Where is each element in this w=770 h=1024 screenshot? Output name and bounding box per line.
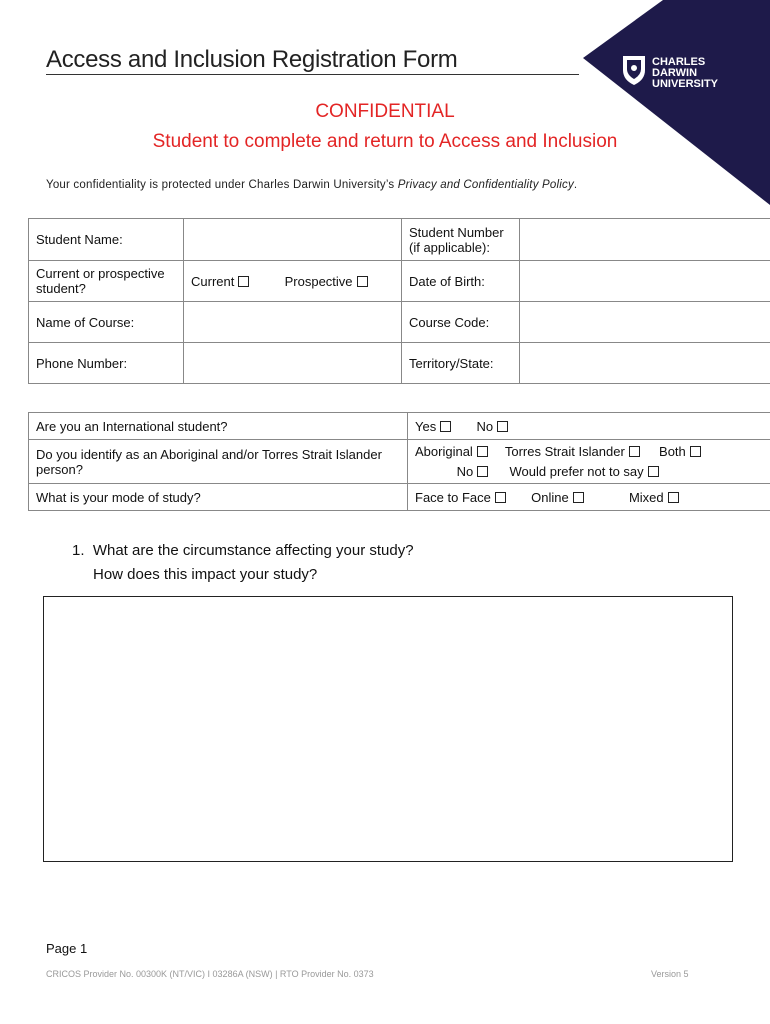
confidential-heading: CONFIDENTIAL	[315, 101, 455, 122]
aboriginal-options	[408, 440, 770, 484]
no-checkbox[interactable]	[497, 421, 508, 432]
questions-table	[28, 412, 770, 511]
online-label: Online	[531, 489, 569, 505]
logo-line1: CHARLES	[652, 56, 706, 68]
yes-checkbox[interactable]	[440, 421, 451, 432]
question1-line2: How does this impact your study?	[93, 566, 318, 583]
privacy-note	[46, 179, 577, 191]
torres-label: Torres Strait Islander	[504, 443, 625, 459]
mixed-checkbox[interactable]	[668, 492, 679, 503]
course-code-field[interactable]	[520, 302, 770, 343]
both-checkbox[interactable]	[690, 446, 701, 457]
privacy-note-suffix: .	[573, 179, 578, 191]
current-prospective-label: Current or prospective student?	[29, 261, 184, 302]
course-name-label: Name of Course:	[29, 302, 184, 343]
logo-line2: DARWIN	[652, 67, 698, 79]
mode-options	[408, 484, 770, 511]
no2-label: No	[456, 463, 474, 479]
current-option-label: Current	[191, 273, 235, 289]
yes-label: Yes	[415, 418, 437, 434]
online-checkbox[interactable]	[573, 492, 584, 503]
face-to-face-label: Face to Face	[415, 489, 491, 505]
question1-line1: 1. What are the circumstance affecting your study?	[72, 542, 414, 559]
table-row	[29, 440, 770, 484]
table-row	[29, 484, 770, 511]
aboriginal-question: Do you identify as an Aboriginal and/or Torres Strait Islander person?	[29, 440, 408, 484]
no-label: No	[476, 418, 494, 434]
table-row	[29, 343, 770, 384]
instruction-heading: Student to complete and return to Access and Inclusion	[152, 131, 618, 152]
phone-number-field[interactable]	[184, 343, 402, 384]
mode-question: What is your mode of study?	[29, 484, 408, 511]
table-row	[29, 261, 770, 302]
date-of-birth-field[interactable]	[520, 261, 770, 302]
prospective-checkbox[interactable]	[357, 276, 368, 287]
aboriginal-checkbox[interactable]	[477, 446, 488, 457]
international-options	[408, 413, 770, 440]
footer-version: Version 5	[651, 969, 689, 979]
prospective-option-label: Prospective	[284, 273, 353, 289]
student-number-field[interactable]	[520, 219, 770, 261]
current-prospective-field	[184, 261, 402, 302]
both-label: Both	[659, 443, 686, 459]
page-number: Page 1	[46, 941, 88, 956]
table-row	[29, 302, 770, 343]
table-row	[29, 219, 770, 261]
prefer-not-checkbox[interactable]	[648, 466, 659, 477]
territory-state-field[interactable]	[520, 343, 770, 384]
student-number-label: Student Number (if applicable):	[402, 219, 520, 261]
aboriginal-label: Aboriginal	[415, 443, 473, 459]
privacy-note-prefix: Your confidentiality is protected under Charles Darwin University’s	[46, 179, 398, 191]
no2-checkbox[interactable]	[477, 466, 488, 477]
course-name-field[interactable]	[184, 302, 402, 343]
course-code-label: Course Code:	[402, 302, 520, 343]
torres-checkbox[interactable]	[629, 446, 640, 457]
form-title: Access and Inclusion Registration Form	[46, 46, 458, 73]
student-name-field[interactable]	[184, 219, 402, 261]
student-name-label: Student Name:	[29, 219, 184, 261]
details-table	[28, 218, 770, 384]
table-row	[29, 413, 770, 440]
current-checkbox[interactable]	[238, 276, 249, 287]
answer-textbox[interactable]	[43, 596, 733, 862]
footer-cricos: CRICOS Provider No. 00300K (NT/VIC) I 03286A (NSW) | RTO Provider No. 0373	[46, 969, 374, 979]
phone-number-label: Phone Number:	[29, 343, 184, 384]
title-rule	[46, 74, 579, 75]
logo-line3: UNIVERSITY	[652, 78, 719, 90]
international-question: Are you an International student?	[29, 413, 408, 440]
territory-state-label: Territory/State:	[402, 343, 520, 384]
privacy-policy-link[interactable]: Privacy and Confidentiality Policy	[397, 179, 574, 191]
mixed-label: Mixed	[628, 489, 664, 505]
date-of-birth-label: Date of Birth:	[402, 261, 520, 302]
prefer-not-label: Would prefer not to say	[509, 463, 644, 479]
face-to-face-checkbox[interactable]	[495, 492, 506, 503]
